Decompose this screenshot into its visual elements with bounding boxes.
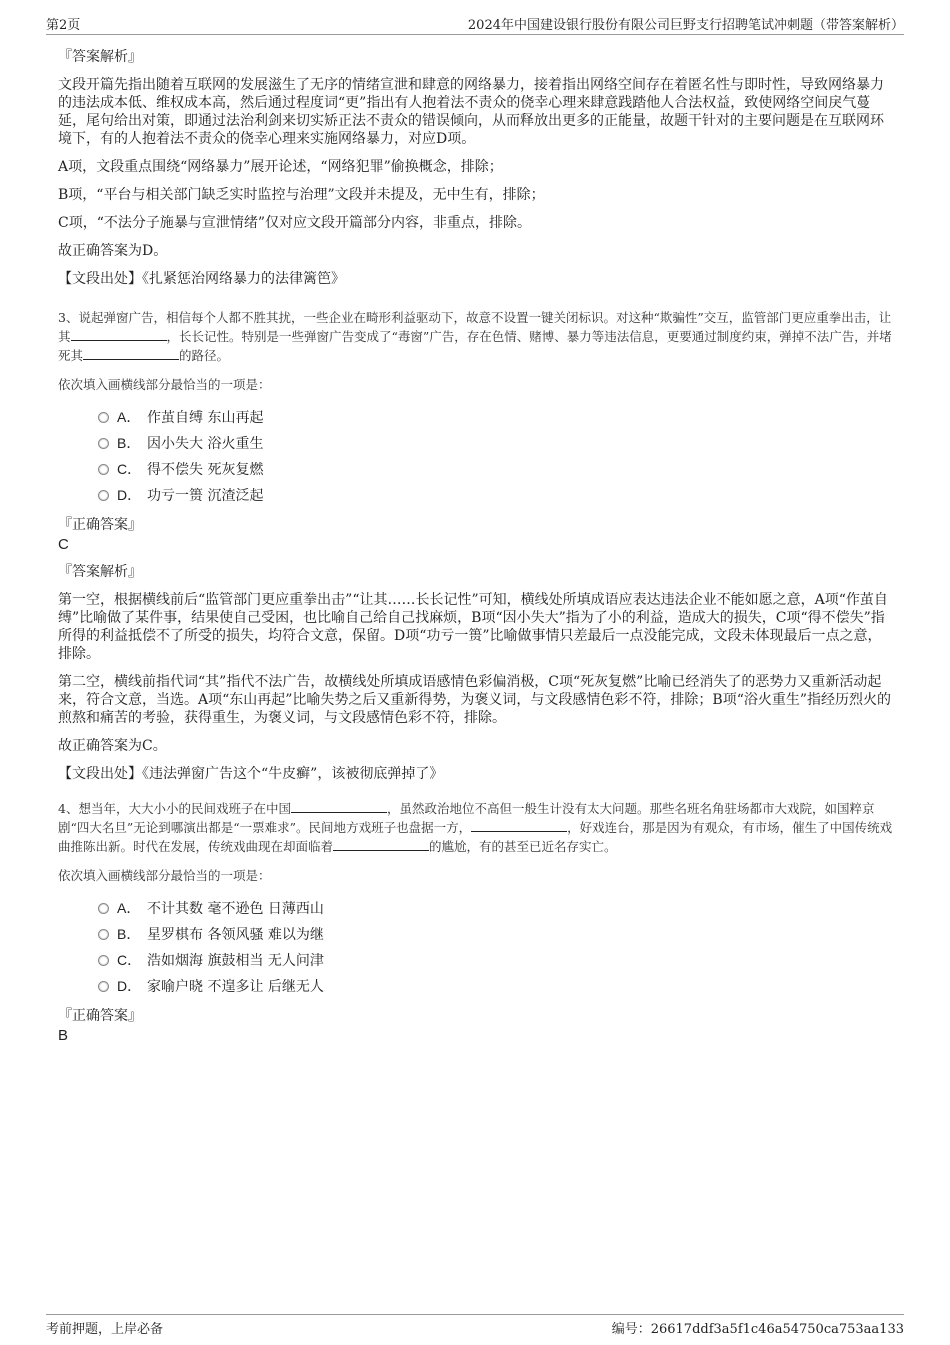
radio-icon[interactable] (98, 438, 109, 449)
page-number: 第2页 (46, 18, 81, 33)
radio-icon[interactable] (98, 412, 109, 423)
option-list (98, 404, 894, 508)
option-c[interactable]: C． 得不偿失 死灰复燃 (98, 456, 894, 482)
radio-icon[interactable] (98, 464, 109, 475)
analysis-paragraph: 第二空，横线前指代词“其”指代不法广告，故横线处所填成语感情色彩偏消极，C项“死灰复燃”比喻已经消失了的恶势力又重新活动起来，符合文意，当选。A项“东山再起”比喻失势之后又重新得势，为褒义词，与文段感情色彩不符，排除；B项“浴火重生”指经历烈火的煎熬和痛苦的考验，获得重生，为褒义词，与文段感情色彩不符，排除。 (58, 674, 892, 726)
question-instruction: 依次填入画横线部分最恰当的一项是： (58, 377, 271, 392)
analysis-label: 『答案解析』 (58, 564, 142, 580)
analysis-paragraph: C项，“不法分子施暴与宣泄情绪”仅对应文段开篇部分内容，非重点，排除。 (58, 215, 532, 231)
fill-blank (291, 800, 387, 813)
page-content (58, 44, 894, 1052)
option-b[interactable]: B． 星罗棋布 各领风骚 难以为继 (98, 921, 894, 947)
question-stem: 3、说起弹窗广告，相信每个人都不胜其扰，一些企业在畸形利益驱动下，故意不设置一键关闭标识。对这种“欺骗性”交互，监管部门更应重拳出击，让其 ，长长记性。特别是一些弹窗广告变成了“毒窗”广告，存在色情、赌博、暴力等违法信息，更要通过制度约束，弹掉不法广告，并堵死其 的路径。 (58, 310, 892, 363)
document-title: 2024年中国建设银行股份有限公司巨野支行招聘笔试冲刺题（带答案解析） (467, 18, 904, 33)
correct-answer-label: 『正确答案』 (58, 517, 142, 533)
fill-blank (333, 838, 429, 851)
analysis-paragraph: A项，文段重点围绕“网络暴力”展开论述，“网络犯罪”偷换概念，排除； (58, 159, 503, 175)
page-footer (46, 1314, 904, 1335)
radio-icon[interactable] (98, 955, 109, 966)
page-header (46, 12, 904, 35)
fill-blank (471, 819, 567, 832)
source-citation: 【文段出处】《扎紧惩治网络暴力的法律篱笆》 (58, 271, 345, 287)
fill-blank (71, 328, 167, 341)
option-d[interactable]: D． 功亏一篑 沉渣泛起 (98, 482, 894, 508)
option-b[interactable]: B． 因小失大 浴火重生 (98, 430, 894, 456)
option-a[interactable]: A． 不计其数 毫不逊色 日薄西山 (98, 895, 894, 921)
correct-answer: B (58, 1027, 69, 1044)
radio-icon[interactable] (98, 929, 109, 940)
option-c[interactable]: C． 浩如烟海 旗鼓相当 无人问津 (98, 947, 894, 973)
document-code: 编号：26617ddf3a5f1c46a54750ca753aa133 (611, 1322, 904, 1337)
radio-icon[interactable] (98, 903, 109, 914)
correct-answer-label: 『正确答案』 (58, 1008, 142, 1024)
question-instruction: 依次填入画横线部分最恰当的一项是： (58, 868, 271, 883)
analysis-conclusion: 故正确答案为D。 (58, 243, 168, 259)
analysis-paragraph: B项，“平台与相关部门缺乏实时监控与治理”文段并未提及，无中生有，排除； (58, 187, 545, 203)
question-stem: 4、想当年，大大小小的民间戏班子在中国 ，虽然政治地位不高但一般生计没有太大问题。那些名班名角驻场都市大戏院，如国粹京剧“四大名旦”无论到哪演出都是“一票难求”。民间地方戏班子也盘据一方， ，好戏连台，那是因为有观众，有市场，催生了中国传统戏曲推陈出新。时代在发展，传统戏曲现在却面临着 的尴尬，有的甚至已近名存实亡。 (58, 801, 893, 854)
analysis-paragraph: 文段开篇先指出随着互联网的发展滋生了无序的情绪宣泄和肆意的网络暴力，接着指出网络空间存在着匿名性与即时性，导致网络暴力的违法成本低、维权成本高，然后通过程度词“更”指出有人抱着法不责众的侥幸心理来肆意践踏他人合法权益，致使网络空间戾气蔓延，尾句给出对策，即通过法治利剑来切实矫正法不责众的错误倾向，从而释放出更多的正能量，故题干针对的主要问题是在互联网环境下，有的人抱着法不责众的侥幸心理来实施网络暴力，对应D项。 (58, 77, 884, 147)
analysis-label: 『答案解析』 (58, 49, 142, 65)
correct-answer: C (58, 536, 69, 553)
option-a[interactable]: A． 作茧自缚 东山再起 (98, 404, 894, 430)
footer-slogan: 考前押题，上岸必备 (46, 1322, 164, 1337)
fill-blank (83, 347, 179, 360)
option-list (98, 895, 894, 999)
analysis-conclusion: 故正确答案为C。 (58, 738, 167, 754)
radio-icon[interactable] (98, 981, 109, 992)
source-citation: 【文段出处】《违法弹窗广告这个“牛皮癣”，该被彻底弹掉了》 (58, 766, 444, 782)
radio-icon[interactable] (98, 490, 109, 501)
analysis-paragraph: 第一空，根据横线前后“监管部门更应重拳出击”“让其……长长记性”可知，横线处所填成语应表达违法企业不能如愿之意，A项“作茧自缚”比喻做了某件事，结果使自己受困，也比喻自己给自己找麻烦，B项“因小失大”指为了小的利益，造成大的损失，C项“得不偿失”指所得的利益抵偿不了所受的损失，均符合文意，保留。D项“功亏一篑”比喻做事情只差最后一点没能完成，文段未体现最后一点之意，排除。 (58, 592, 888, 662)
option-d[interactable]: D． 家喻户晓 不遑多让 后继无人 (98, 973, 894, 999)
